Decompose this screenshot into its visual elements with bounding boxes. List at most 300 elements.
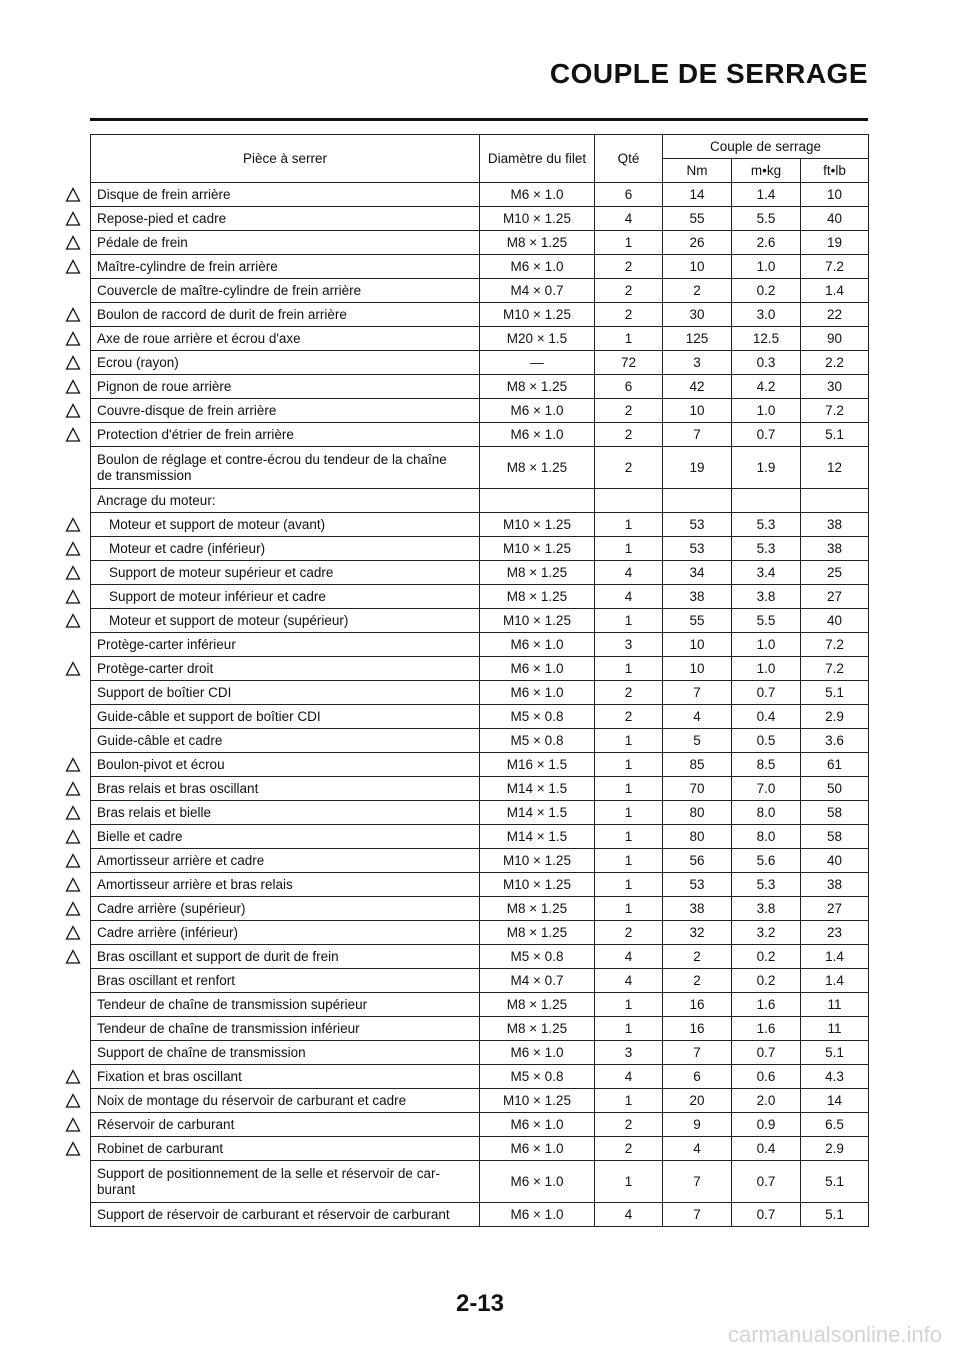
table-row (91, 729, 869, 753)
table-row (91, 825, 869, 849)
qty-cell: 4 (595, 969, 663, 993)
header-nm: Nm (663, 159, 732, 183)
ftlb-cell: 1.4 (801, 969, 869, 993)
nm-cell: 34 (663, 561, 732, 585)
part-name: Guide-câble et support de boîtier CDI (97, 708, 321, 724)
part-name-cell (91, 399, 480, 423)
table-row (91, 609, 869, 633)
nm-cell: 7 (663, 1041, 732, 1065)
nm-cell: 9 (663, 1113, 732, 1137)
ftlb-cell: 38 (801, 513, 869, 537)
part-name-cell (91, 423, 480, 447)
thread-cell: M10 × 1.25 (480, 1089, 595, 1113)
ftlb-cell: 58 (801, 825, 869, 849)
mkg-cell: 0.3 (732, 351, 801, 375)
mkg-cell: 3.0 (732, 303, 801, 327)
table-row (91, 513, 869, 537)
triangle-warning-icon (65, 949, 81, 965)
mkg-cell: 0.2 (732, 945, 801, 969)
nm-cell: 70 (663, 777, 732, 801)
mkg-cell: 0.2 (732, 279, 801, 303)
part-name: Ecrou (rayon) (97, 354, 179, 370)
part-name-cell (91, 777, 480, 801)
header-torque: Couple de serrage (663, 135, 869, 159)
qty-cell: 2 (595, 921, 663, 945)
mkg-cell: 5.5 (732, 207, 801, 231)
part-name: Support de boîtier CDI (97, 684, 232, 700)
thread-cell: M8 × 1.25 (480, 231, 595, 255)
part-name-cell (91, 447, 480, 489)
ftlb-cell: 7.2 (801, 399, 869, 423)
qty-cell: 1 (595, 1089, 663, 1113)
qty-cell: 2 (595, 423, 663, 447)
thread-cell: M6 × 1.0 (480, 255, 595, 279)
nm-cell: 32 (663, 921, 732, 945)
triangle-warning-icon (65, 565, 81, 581)
part-name: Support de chaîne de transmission (97, 1044, 306, 1060)
part-name: Support de moteur supérieur et cadre (109, 564, 334, 580)
table-row (91, 1065, 869, 1089)
torque-table-body (91, 183, 869, 1227)
ftlb-cell: 11 (801, 993, 869, 1017)
part-name: Repose-pied et cadre (97, 210, 227, 226)
nm-cell: 10 (663, 633, 732, 657)
mkg-cell: 1.0 (732, 657, 801, 681)
mkg-cell: 1.9 (732, 447, 801, 489)
mkg-cell: 5.3 (732, 537, 801, 561)
part-name: Support de moteur inférieur et cadre (109, 588, 326, 604)
ftlb-cell: 38 (801, 537, 869, 561)
mkg-cell (732, 489, 801, 513)
qty-cell: 72 (595, 351, 663, 375)
part-name-cell (91, 993, 480, 1017)
part-name-cell (91, 351, 480, 375)
nm-cell: 14 (663, 183, 732, 207)
qty-cell: 3 (595, 1041, 663, 1065)
qty-cell (595, 489, 663, 513)
thread-cell: M6 × 1.0 (480, 681, 595, 705)
table-row (91, 1017, 869, 1041)
qty-cell: 4 (595, 1203, 663, 1227)
ftlb-cell: 1.4 (801, 945, 869, 969)
part-name-cell (91, 633, 480, 657)
part-name: Ancrage du moteur: (97, 492, 216, 508)
thread-cell: M5 × 0.8 (480, 1065, 595, 1089)
table-row (91, 489, 869, 513)
ftlb-cell: 5.1 (801, 681, 869, 705)
qty-cell: 2 (595, 705, 663, 729)
thread-cell: M5 × 0.8 (480, 945, 595, 969)
part-name-cell (91, 921, 480, 945)
part-name: Guide-câble et cadre (97, 732, 223, 748)
part-name: Protège-carter droit (97, 660, 214, 676)
table-row (91, 753, 869, 777)
nm-cell: 80 (663, 801, 732, 825)
ftlb-cell (801, 489, 869, 513)
triangle-warning-icon (65, 187, 81, 203)
part-name-cell (91, 657, 480, 681)
qty-cell: 2 (595, 255, 663, 279)
part-name: Support de réservoir de carburant et réservoir de carburant (97, 1206, 450, 1222)
thread-cell: — (480, 351, 595, 375)
ftlb-cell: 2.9 (801, 705, 869, 729)
ftlb-cell: 1.4 (801, 279, 869, 303)
thread-cell (480, 489, 595, 513)
part-name-cell (91, 1041, 480, 1065)
triangle-warning-icon (65, 901, 81, 917)
part-name: Moteur et support de moteur (supérieur) (109, 612, 349, 628)
qty-cell: 3 (595, 633, 663, 657)
mkg-cell: 12.5 (732, 327, 801, 351)
part-name-cell (91, 969, 480, 993)
thread-cell: M6 × 1.0 (480, 1041, 595, 1065)
mkg-cell: 0.9 (732, 1113, 801, 1137)
table-row (91, 1161, 869, 1203)
ftlb-cell: 11 (801, 1017, 869, 1041)
nm-cell: 4 (663, 1137, 732, 1161)
part-name: Bras oscillant et renfort (97, 972, 236, 988)
part-name-cell (91, 279, 480, 303)
torque-table (90, 134, 869, 1227)
qty-cell: 1 (595, 1161, 663, 1203)
thread-cell: M6 × 1.0 (480, 1113, 595, 1137)
mkg-cell: 0.7 (732, 1041, 801, 1065)
part-name: Couvercle de maître-cylindre de frein arrière (97, 282, 362, 298)
part-name-cell (91, 537, 480, 561)
part-name-cell (91, 183, 480, 207)
triangle-warning-icon (65, 307, 81, 323)
nm-cell: 16 (663, 1017, 732, 1041)
table-row (91, 705, 869, 729)
ftlb-cell: 14 (801, 1089, 869, 1113)
mkg-cell: 3.8 (732, 585, 801, 609)
table-row (91, 1203, 869, 1227)
nm-cell: 55 (663, 207, 732, 231)
qty-cell: 2 (595, 1137, 663, 1161)
part-name: Maître-cylindre de frein arrière (97, 258, 278, 274)
thread-cell: M10 × 1.25 (480, 513, 595, 537)
nm-cell: 30 (663, 303, 732, 327)
table-row (91, 921, 869, 945)
ftlb-cell: 4.3 (801, 1065, 869, 1089)
thread-cell: M8 × 1.25 (480, 897, 595, 921)
ftlb-cell: 58 (801, 801, 869, 825)
nm-cell: 4 (663, 705, 732, 729)
qty-cell: 1 (595, 327, 663, 351)
header-part: Pièce à serrer (91, 135, 480, 183)
triangle-warning-icon (65, 541, 81, 557)
table-row (91, 399, 869, 423)
ftlb-cell: 7.2 (801, 255, 869, 279)
mkg-cell: 5.3 (732, 873, 801, 897)
table-row (91, 993, 869, 1017)
part-name-cell (91, 255, 480, 279)
mkg-cell: 8.0 (732, 825, 801, 849)
ftlb-cell: 5.1 (801, 423, 869, 447)
table-row (91, 945, 869, 969)
qty-cell: 1 (595, 609, 663, 633)
header-qty: Qté (595, 135, 663, 183)
thread-cell: M4 × 0.7 (480, 279, 595, 303)
triangle-warning-icon (65, 589, 81, 605)
mkg-cell: 1.0 (732, 633, 801, 657)
part-name: Disque de frein arrière (97, 186, 231, 202)
nm-cell: 38 (663, 585, 732, 609)
thread-cell: M8 × 1.25 (480, 375, 595, 399)
part-name-cell (91, 1089, 480, 1113)
triangle-warning-icon (65, 1069, 81, 1085)
part-name: Axe de roue arrière et écrou d'axe (97, 330, 301, 346)
table-row (91, 351, 869, 375)
ftlb-cell: 19 (801, 231, 869, 255)
table-row (91, 1137, 869, 1161)
torque-table-wrapper (90, 134, 869, 1227)
part-name-cell (91, 585, 480, 609)
mkg-cell: 0.7 (732, 681, 801, 705)
table-row (91, 897, 869, 921)
triangle-warning-icon (65, 1117, 81, 1133)
nm-cell: 42 (663, 375, 732, 399)
part-name: Cadre arrière (inférieur) (97, 924, 239, 940)
qty-cell: 4 (595, 1065, 663, 1089)
nm-cell: 7 (663, 681, 732, 705)
table-row (91, 375, 869, 399)
triangle-warning-icon (65, 427, 81, 443)
part-name: Boulon de raccord de durit de frein arrière (97, 306, 347, 322)
ftlb-cell: 40 (801, 609, 869, 633)
ftlb-cell: 23 (801, 921, 869, 945)
part-name-continued: burant (97, 1181, 136, 1197)
table-row (91, 969, 869, 993)
qty-cell: 1 (595, 849, 663, 873)
triangle-warning-icon (65, 1141, 81, 1157)
mkg-cell: 8.0 (732, 801, 801, 825)
ftlb-cell: 2.9 (801, 1137, 869, 1161)
triangle-warning-icon (65, 781, 81, 797)
mkg-cell: 8.5 (732, 753, 801, 777)
thread-cell: M6 × 1.0 (480, 633, 595, 657)
triangle-warning-icon (65, 517, 81, 533)
part-name-cell (91, 705, 480, 729)
part-name: Fixation et bras oscillant (97, 1068, 242, 1084)
triangle-warning-icon (65, 829, 81, 845)
nm-cell: 10 (663, 255, 732, 279)
qty-cell: 4 (595, 207, 663, 231)
part-name: Robinet de carburant (97, 1140, 224, 1156)
nm-cell: 3 (663, 351, 732, 375)
thread-cell: M6 × 1.0 (480, 1161, 595, 1203)
nm-cell: 80 (663, 825, 732, 849)
thread-cell: M10 × 1.25 (480, 303, 595, 327)
header-ftlb: ft•lb (801, 159, 869, 183)
part-name: Bielle et cadre (97, 828, 183, 844)
ftlb-cell: 10 (801, 183, 869, 207)
table-row (91, 279, 869, 303)
part-name-cell (91, 561, 480, 585)
part-name: Noix de montage du réservoir de carburant et cadre (97, 1092, 407, 1108)
triangle-warning-icon (65, 355, 81, 371)
qty-cell: 2 (595, 303, 663, 327)
triangle-warning-icon (65, 211, 81, 227)
ftlb-cell: 38 (801, 873, 869, 897)
nm-cell: 53 (663, 537, 732, 561)
nm-cell: 56 (663, 849, 732, 873)
thread-cell: M14 × 1.5 (480, 825, 595, 849)
qty-cell: 1 (595, 873, 663, 897)
mkg-cell: 0.6 (732, 1065, 801, 1089)
part-name: Couvre-disque de frein arrière (97, 402, 277, 418)
ftlb-cell: 3.6 (801, 729, 869, 753)
triangle-warning-icon (65, 877, 81, 893)
table-row (91, 183, 869, 207)
nm-cell: 125 (663, 327, 732, 351)
part-name: Bras oscillant et support de durit de frein (97, 948, 339, 964)
qty-cell: 1 (595, 777, 663, 801)
part-name-cell (91, 303, 480, 327)
nm-cell: 6 (663, 1065, 732, 1089)
ftlb-cell: 61 (801, 753, 869, 777)
mkg-cell: 1.6 (732, 993, 801, 1017)
table-row (91, 873, 869, 897)
nm-cell: 85 (663, 753, 732, 777)
page-title: COUPLE DE SERRAGE (549, 58, 868, 89)
qty-cell: 4 (595, 945, 663, 969)
table-row (91, 657, 869, 681)
part-name-cell (91, 729, 480, 753)
ftlb-cell: 90 (801, 327, 869, 351)
thread-cell: M5 × 0.8 (480, 729, 595, 753)
part-name-cell (91, 1017, 480, 1041)
part-name: Pédale de frein (97, 234, 188, 250)
nm-cell: 26 (663, 231, 732, 255)
part-name: Pignon de roue arrière (97, 378, 232, 394)
thread-cell: M8 × 1.25 (480, 921, 595, 945)
triangle-warning-icon (65, 235, 81, 251)
table-row (91, 777, 869, 801)
mkg-cell: 2.0 (732, 1089, 801, 1113)
table-row (91, 561, 869, 585)
thread-cell: M20 × 1.5 (480, 327, 595, 351)
triangle-warning-icon (65, 259, 81, 275)
part-name: Protège-carter inférieur (97, 636, 236, 652)
title-rule (90, 118, 868, 121)
header-thread: Diamètre du filet (480, 135, 595, 183)
thread-cell: M6 × 1.0 (480, 423, 595, 447)
qty-cell: 6 (595, 375, 663, 399)
part-name-cell (91, 1113, 480, 1137)
thread-cell: M8 × 1.25 (480, 561, 595, 585)
part-name: Support de positionnement de la selle et réservoir de car- (97, 1165, 440, 1181)
qty-cell: 6 (595, 183, 663, 207)
mkg-cell: 5.5 (732, 609, 801, 633)
part-name: Tendeur de chaîne de transmission inférieur (97, 1020, 360, 1036)
part-name: Cadre arrière (supérieur) (97, 900, 246, 916)
qty-cell: 1 (595, 1017, 663, 1041)
part-name-cell (91, 231, 480, 255)
part-name-cell (91, 1065, 480, 1089)
part-name-cell (91, 897, 480, 921)
nm-cell: 19 (663, 447, 732, 489)
ftlb-cell: 27 (801, 897, 869, 921)
nm-cell: 2 (663, 945, 732, 969)
part-name: Bras relais et bielle (97, 804, 212, 820)
table-row (91, 447, 869, 489)
qty-cell: 2 (595, 279, 663, 303)
qty-cell: 2 (595, 681, 663, 705)
table-row (91, 207, 869, 231)
part-name-cell (91, 375, 480, 399)
triangle-warning-icon (65, 331, 81, 347)
nm-cell: 20 (663, 1089, 732, 1113)
part-name: Amortisseur arrière et bras relais (97, 876, 293, 892)
thread-cell: M10 × 1.25 (480, 537, 595, 561)
part-name: Moteur et support de moteur (avant) (109, 516, 326, 532)
nm-cell: 2 (663, 279, 732, 303)
ftlb-cell: 12 (801, 447, 869, 489)
ftlb-cell: 30 (801, 375, 869, 399)
part-name-cell (91, 327, 480, 351)
thread-cell: M8 × 1.25 (480, 585, 595, 609)
nm-cell: 7 (663, 1203, 732, 1227)
ftlb-cell: 50 (801, 777, 869, 801)
nm-cell: 16 (663, 993, 732, 1017)
part-name: Réservoir de carburant (97, 1116, 235, 1132)
qty-cell: 4 (595, 561, 663, 585)
qty-cell: 1 (595, 729, 663, 753)
triangle-warning-icon (65, 613, 81, 629)
nm-cell (663, 489, 732, 513)
thread-cell: M10 × 1.25 (480, 609, 595, 633)
qty-cell: 1 (595, 897, 663, 921)
ftlb-cell: 5.1 (801, 1161, 869, 1203)
ftlb-cell: 7.2 (801, 633, 869, 657)
thread-cell: M5 × 0.8 (480, 705, 595, 729)
triangle-warning-icon (65, 853, 81, 869)
table-row (91, 1041, 869, 1065)
part-name-cell (91, 513, 480, 537)
table-row (91, 303, 869, 327)
ftlb-cell: 2.2 (801, 351, 869, 375)
mkg-cell: 0.7 (732, 1161, 801, 1203)
triangle-warning-icon (65, 403, 81, 419)
thread-cell: M16 × 1.5 (480, 753, 595, 777)
mkg-cell: 3.8 (732, 897, 801, 921)
ftlb-cell: 22 (801, 303, 869, 327)
nm-cell: 2 (663, 969, 732, 993)
mkg-cell: 0.4 (732, 705, 801, 729)
table-row (91, 585, 869, 609)
thread-cell: M6 × 1.0 (480, 1137, 595, 1161)
ftlb-cell: 6.5 (801, 1113, 869, 1137)
triangle-warning-icon (65, 757, 81, 773)
part-name-continued: de transmission (97, 467, 192, 483)
part-name: Amortisseur arrière et cadre (97, 852, 265, 868)
qty-cell: 2 (595, 399, 663, 423)
mkg-cell: 0.5 (732, 729, 801, 753)
table-row (91, 423, 869, 447)
qty-cell: 1 (595, 753, 663, 777)
part-name-cell (91, 1203, 480, 1227)
mkg-cell: 0.4 (732, 1137, 801, 1161)
part-name-cell (91, 207, 480, 231)
mkg-cell: 0.2 (732, 969, 801, 993)
watermark: carmanualsonline.info (727, 1322, 942, 1347)
mkg-cell: 1.6 (732, 1017, 801, 1041)
thread-cell: M6 × 1.0 (480, 657, 595, 681)
part-name: Moteur et cadre (inférieur) (109, 540, 266, 556)
qty-cell: 1 (595, 801, 663, 825)
mkg-cell: 1.0 (732, 399, 801, 423)
